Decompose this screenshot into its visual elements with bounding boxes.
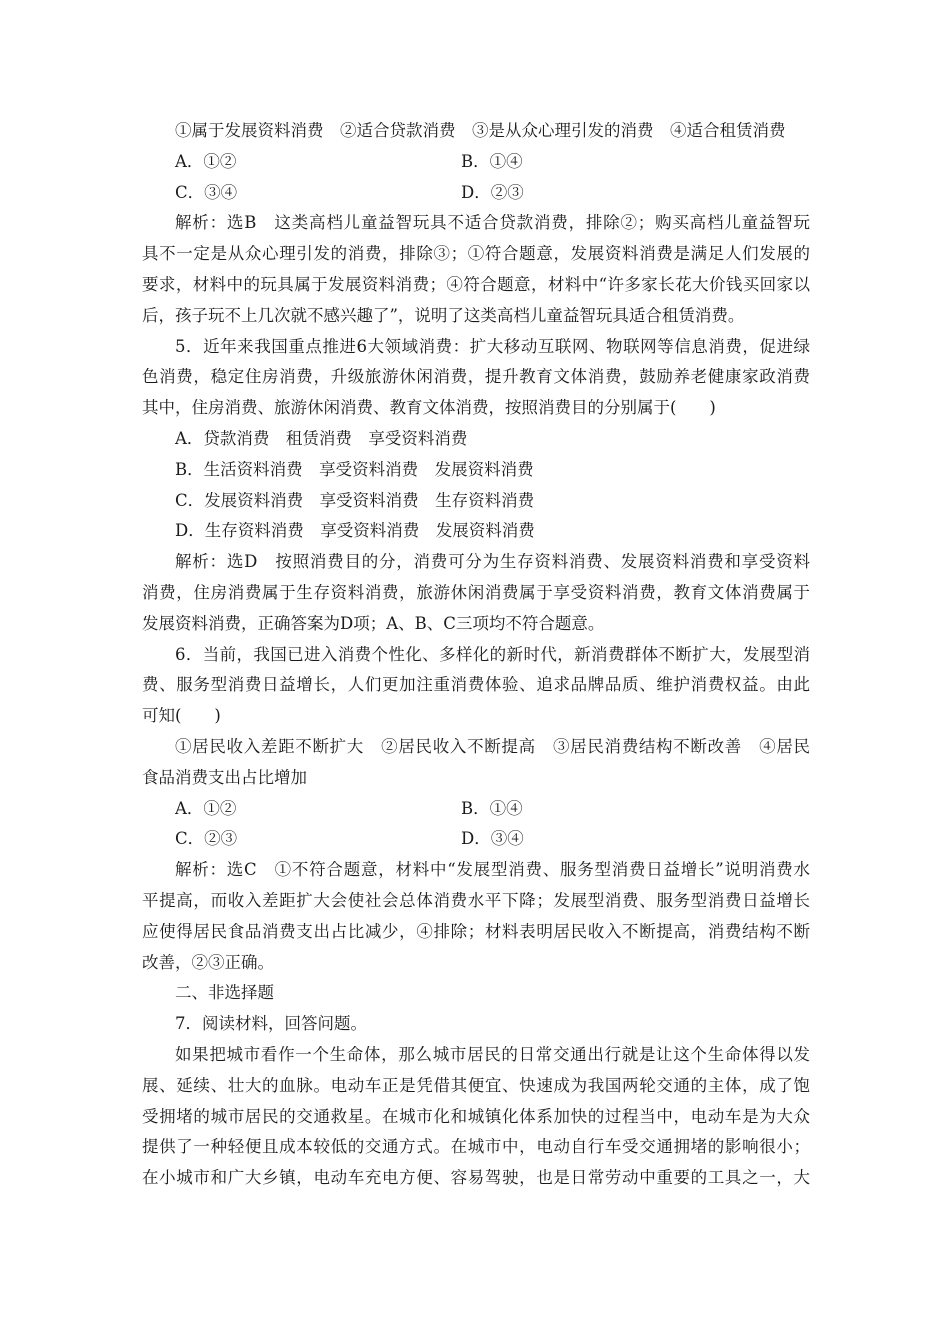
q6-options-row-2	[142, 824, 810, 855]
q7-material-line: 受拥堵的城市居民的交通救星。在城市化和城镇化体系加快的过程当中，电动车是为大众	[142, 1106, 810, 1126]
q7-material-line: 如果把城市看作一个生命体，那么城市居民的日常交通出行就是让这个生命体得以发	[175, 1044, 810, 1064]
q5-analysis-line: 消费，住房消费属于生存资料消费，旅游休闲消费属于享受资料消费，教育文体消费属于	[142, 582, 810, 602]
q5-option-c: C．发展资料消费 享受资料消费 生存资料消费	[175, 490, 535, 510]
q4-analysis-line: 后，孩子玩不上几次就不感兴趣了”，说明了这类高档儿童益智玩具适合租赁消费。	[142, 305, 745, 325]
q6-analysis-line: 应使得居民食品消费支出占比减少，④排除；材料表明居民收入不断提高，消费结构不断	[142, 921, 810, 941]
q7-material-line: 在小城市和广大乡镇，电动车充电方便、容易驾驶，也是日常劳动中重要的工具之一，大	[142, 1168, 810, 1188]
q6-analysis-line: 解析：选C ①不符合题意，材料中“发展型消费、服务型消费日益增长”说明消费水	[175, 860, 810, 880]
section-heading: 二、非选择题	[175, 983, 274, 1003]
q4-analysis-line: 解析：选B 这类高档儿童益智玩具不适合贷款消费，排除②；购买高档儿童益智玩	[175, 213, 810, 233]
q5-option-b: B．生活资料消费 享受资料消费 发展资料消费	[175, 459, 534, 479]
q7-material	[142, 1040, 810, 1194]
q6-analysis-line: 平提高，而收入差距扩大会使社会总体消费水平下降；发展型消费、服务型消费日益增长	[142, 890, 810, 910]
q4-choices: ①属于发展资料消费 ②适合贷款消费 ③是从众心理引发的消费 ④适合租赁消费	[175, 121, 786, 140]
q6-stem-line: 费、服务型消费日益增长，人们更加注重消费体验、追求品牌品质、维护消费权益。由此	[142, 675, 810, 695]
q4-option-a: A．①②	[175, 151, 237, 171]
q4-analysis	[142, 208, 810, 331]
q6-analysis-line: 改善，②③正确。	[142, 952, 274, 972]
q6-options-row-1	[142, 794, 810, 825]
q4-option-d: D．②③	[461, 182, 524, 202]
q5-stem-line: 色消费，稳定住房消费，升级旅游休闲消费，提升教育文体消费，鼓励养老健康家政消费	[142, 367, 810, 387]
q4-analysis-line: 具不一定是从众心理引发的消费，排除③；①符合题意，发展资料消费是满足人们发展的	[142, 244, 810, 264]
q6-option-b: B．①④	[461, 798, 523, 818]
q5-analysis	[142, 547, 810, 639]
q4-options-row-2	[142, 178, 810, 209]
q6-option-d: D．③④	[461, 829, 524, 849]
q7-material-line: 提供了一种轻便且成本较低的交通方式。在城市中，电动自行车受交通拥堵的影响很小；	[142, 1137, 810, 1157]
q7-material-line: 展、延续、壮大的血脉。电动车正是凭借其便宜、快速成为我国两轮交通的主体，成了饱	[142, 1075, 810, 1095]
q5-analysis-line: 发展资料消费，正确答案为D项；A、B、C三项均不符合题意。	[142, 613, 605, 633]
q5-analysis-line: 解析：选D 按照消费目的分，消费可分为生存资料消费、发展资料消费和享受资料	[175, 552, 810, 572]
q4-option-c: C．③④	[175, 182, 238, 202]
q6-analysis	[142, 855, 810, 978]
q6-stem	[142, 640, 810, 732]
q6-choices-line: 食品消费支出占比增加	[142, 767, 307, 787]
q6-option-a: A．①②	[175, 798, 237, 818]
q4-analysis-line: 要求，材料中的玩具属于发展资料消费；④符合题意，材料中“许多家长花大价钱买回家以	[142, 274, 810, 294]
q6-choices	[142, 732, 810, 794]
q5-option-d: D．生存资料消费 享受资料消费 发展资料消费	[175, 521, 535, 541]
q5-stem-line: 其中，住房消费、旅游休闲消费、教育文体消费，按照消费目的分别属于( )	[142, 398, 716, 418]
q5-option-a: A．贷款消费 租赁消费 享受资料消费	[175, 428, 468, 448]
q7-stem: 7．阅读材料，回答问题。	[175, 1014, 367, 1034]
q5-stem-line: 5．近年来我国重点推进6大领域消费：扩大移动互联网、物联网等信息消费，促进绿	[175, 336, 810, 356]
document-page	[142, 116, 810, 1194]
q4-option-b: B．①④	[461, 151, 523, 171]
q4-options-row-1	[142, 147, 810, 178]
q6-stem-line: 6．当前，我国已进入消费个性化、多样化的新时代，新消费群体不断扩大，发展型消	[175, 644, 810, 664]
q5-stem	[142, 332, 810, 424]
q6-choices-line: ①居民收入差距不断扩大 ②居民收入不断提高 ③居民消费结构不断改善 ④居民	[175, 736, 810, 756]
q6-stem-line: 可知( )	[142, 706, 221, 726]
q6-option-c: C．②③	[175, 829, 238, 849]
